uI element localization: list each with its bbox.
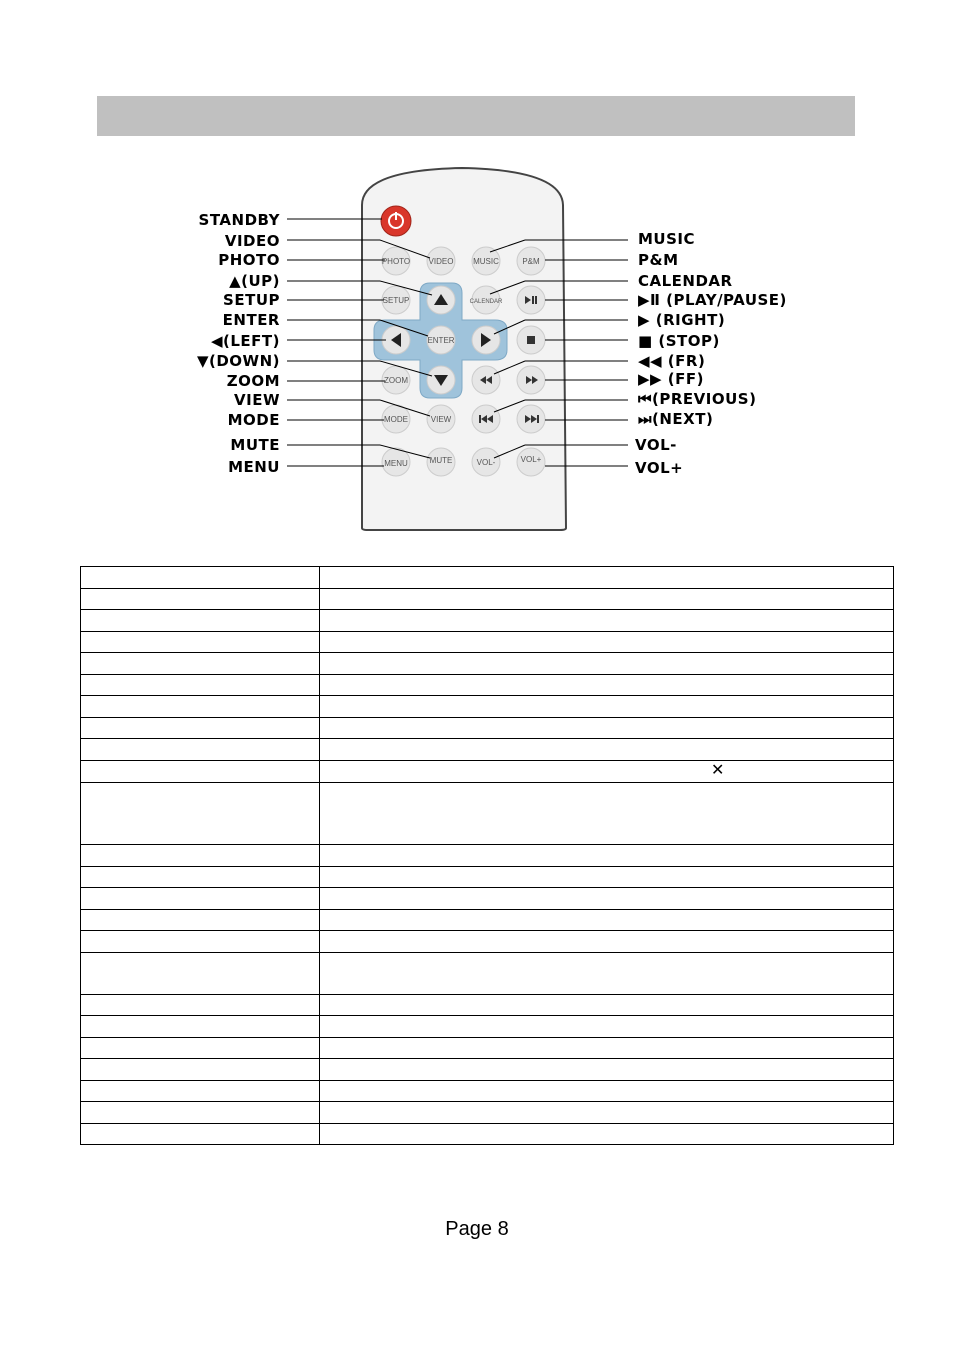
label-down: ▼(DOWN) bbox=[196, 352, 280, 370]
table-row bbox=[81, 1038, 894, 1059]
btn-mode-text: MODE bbox=[384, 415, 408, 424]
table-row bbox=[81, 610, 894, 632]
table-row bbox=[81, 995, 894, 1016]
power-button bbox=[381, 206, 411, 236]
btn-photo-text: PHOTO bbox=[381, 257, 411, 266]
label-calendar: CALENDAR bbox=[638, 272, 733, 290]
table-row bbox=[81, 867, 894, 888]
label-view: VIEW bbox=[234, 391, 280, 409]
btn-video-text: VIDEO bbox=[428, 257, 454, 266]
label-left: ◀(LEFT) bbox=[210, 332, 280, 350]
label-volplus: VOL+ bbox=[635, 459, 684, 477]
label-right: ▶ (RIGHT) bbox=[638, 311, 726, 329]
close-x-icon: ✕ bbox=[711, 762, 725, 779]
label-volminus: VOL- bbox=[635, 436, 677, 454]
table-row bbox=[81, 567, 894, 589]
table-row bbox=[81, 910, 894, 931]
table-row bbox=[81, 761, 894, 783]
table-row bbox=[81, 1124, 894, 1145]
table-row bbox=[81, 632, 894, 653]
table-row bbox=[81, 696, 894, 718]
btn-volminus-text: VOL- bbox=[476, 458, 496, 467]
btn-setup-text: SETUP bbox=[382, 296, 410, 305]
label-next: ⏭(NEXT) bbox=[638, 410, 714, 428]
table-row bbox=[81, 589, 894, 610]
function-table bbox=[80, 566, 894, 1145]
btn-music-text: MUSIC bbox=[473, 257, 499, 266]
page-number: Page 8 bbox=[445, 1218, 509, 1240]
label-mute: MUTE bbox=[230, 436, 280, 454]
btn-volplus-text: VOL+ bbox=[520, 455, 542, 464]
btn-zoom-text: ZOOM bbox=[384, 376, 408, 385]
table-row bbox=[81, 675, 894, 696]
btn-calendar-text: CALENDAR bbox=[469, 299, 503, 305]
table-row bbox=[81, 1081, 894, 1102]
label-menu: MENU bbox=[228, 458, 280, 476]
label-enter: ENTER bbox=[222, 311, 280, 329]
label-standby: STANDBY bbox=[198, 211, 280, 229]
btn-pm-text: P&M bbox=[522, 257, 540, 266]
label-ff: ▶▶ (FF) bbox=[638, 370, 704, 388]
label-pm: P&M bbox=[638, 251, 679, 269]
label-stop: ■ (STOP) bbox=[638, 332, 720, 350]
label-fr: ◀◀ (FR) bbox=[638, 352, 706, 370]
function-table-body bbox=[81, 567, 894, 1145]
table-row bbox=[81, 1102, 894, 1124]
label-playpause: ▶Ⅱ (PLAY/PAUSE) bbox=[638, 291, 787, 309]
btn-enter-text: ENTER bbox=[427, 336, 455, 345]
remote-diagram bbox=[0, 0, 954, 560]
label-zoom: ZOOM bbox=[226, 372, 280, 390]
label-video: VIDEO bbox=[224, 232, 280, 250]
btn-menu-text: MENU bbox=[384, 459, 408, 468]
label-setup: SETUP bbox=[223, 291, 280, 309]
table-row bbox=[81, 953, 894, 995]
table-row bbox=[81, 1016, 894, 1038]
label-mode: MODE bbox=[227, 411, 280, 429]
label-photo: PHOTO bbox=[218, 251, 280, 269]
label-music: MUSIC bbox=[638, 230, 695, 248]
table-row bbox=[81, 1059, 894, 1081]
label-up: ▲(UP) bbox=[229, 272, 280, 290]
table-row bbox=[81, 845, 894, 867]
table-row bbox=[81, 783, 894, 845]
table-row bbox=[81, 931, 894, 953]
table-row bbox=[81, 653, 894, 675]
table-row bbox=[81, 888, 894, 910]
table-row bbox=[81, 739, 894, 761]
btn-view-text: VIEW bbox=[430, 415, 452, 424]
btn-mute-text: MUTE bbox=[429, 456, 453, 465]
label-previous: ⏮(PREVIOUS) bbox=[638, 390, 757, 408]
table-row bbox=[81, 718, 894, 739]
